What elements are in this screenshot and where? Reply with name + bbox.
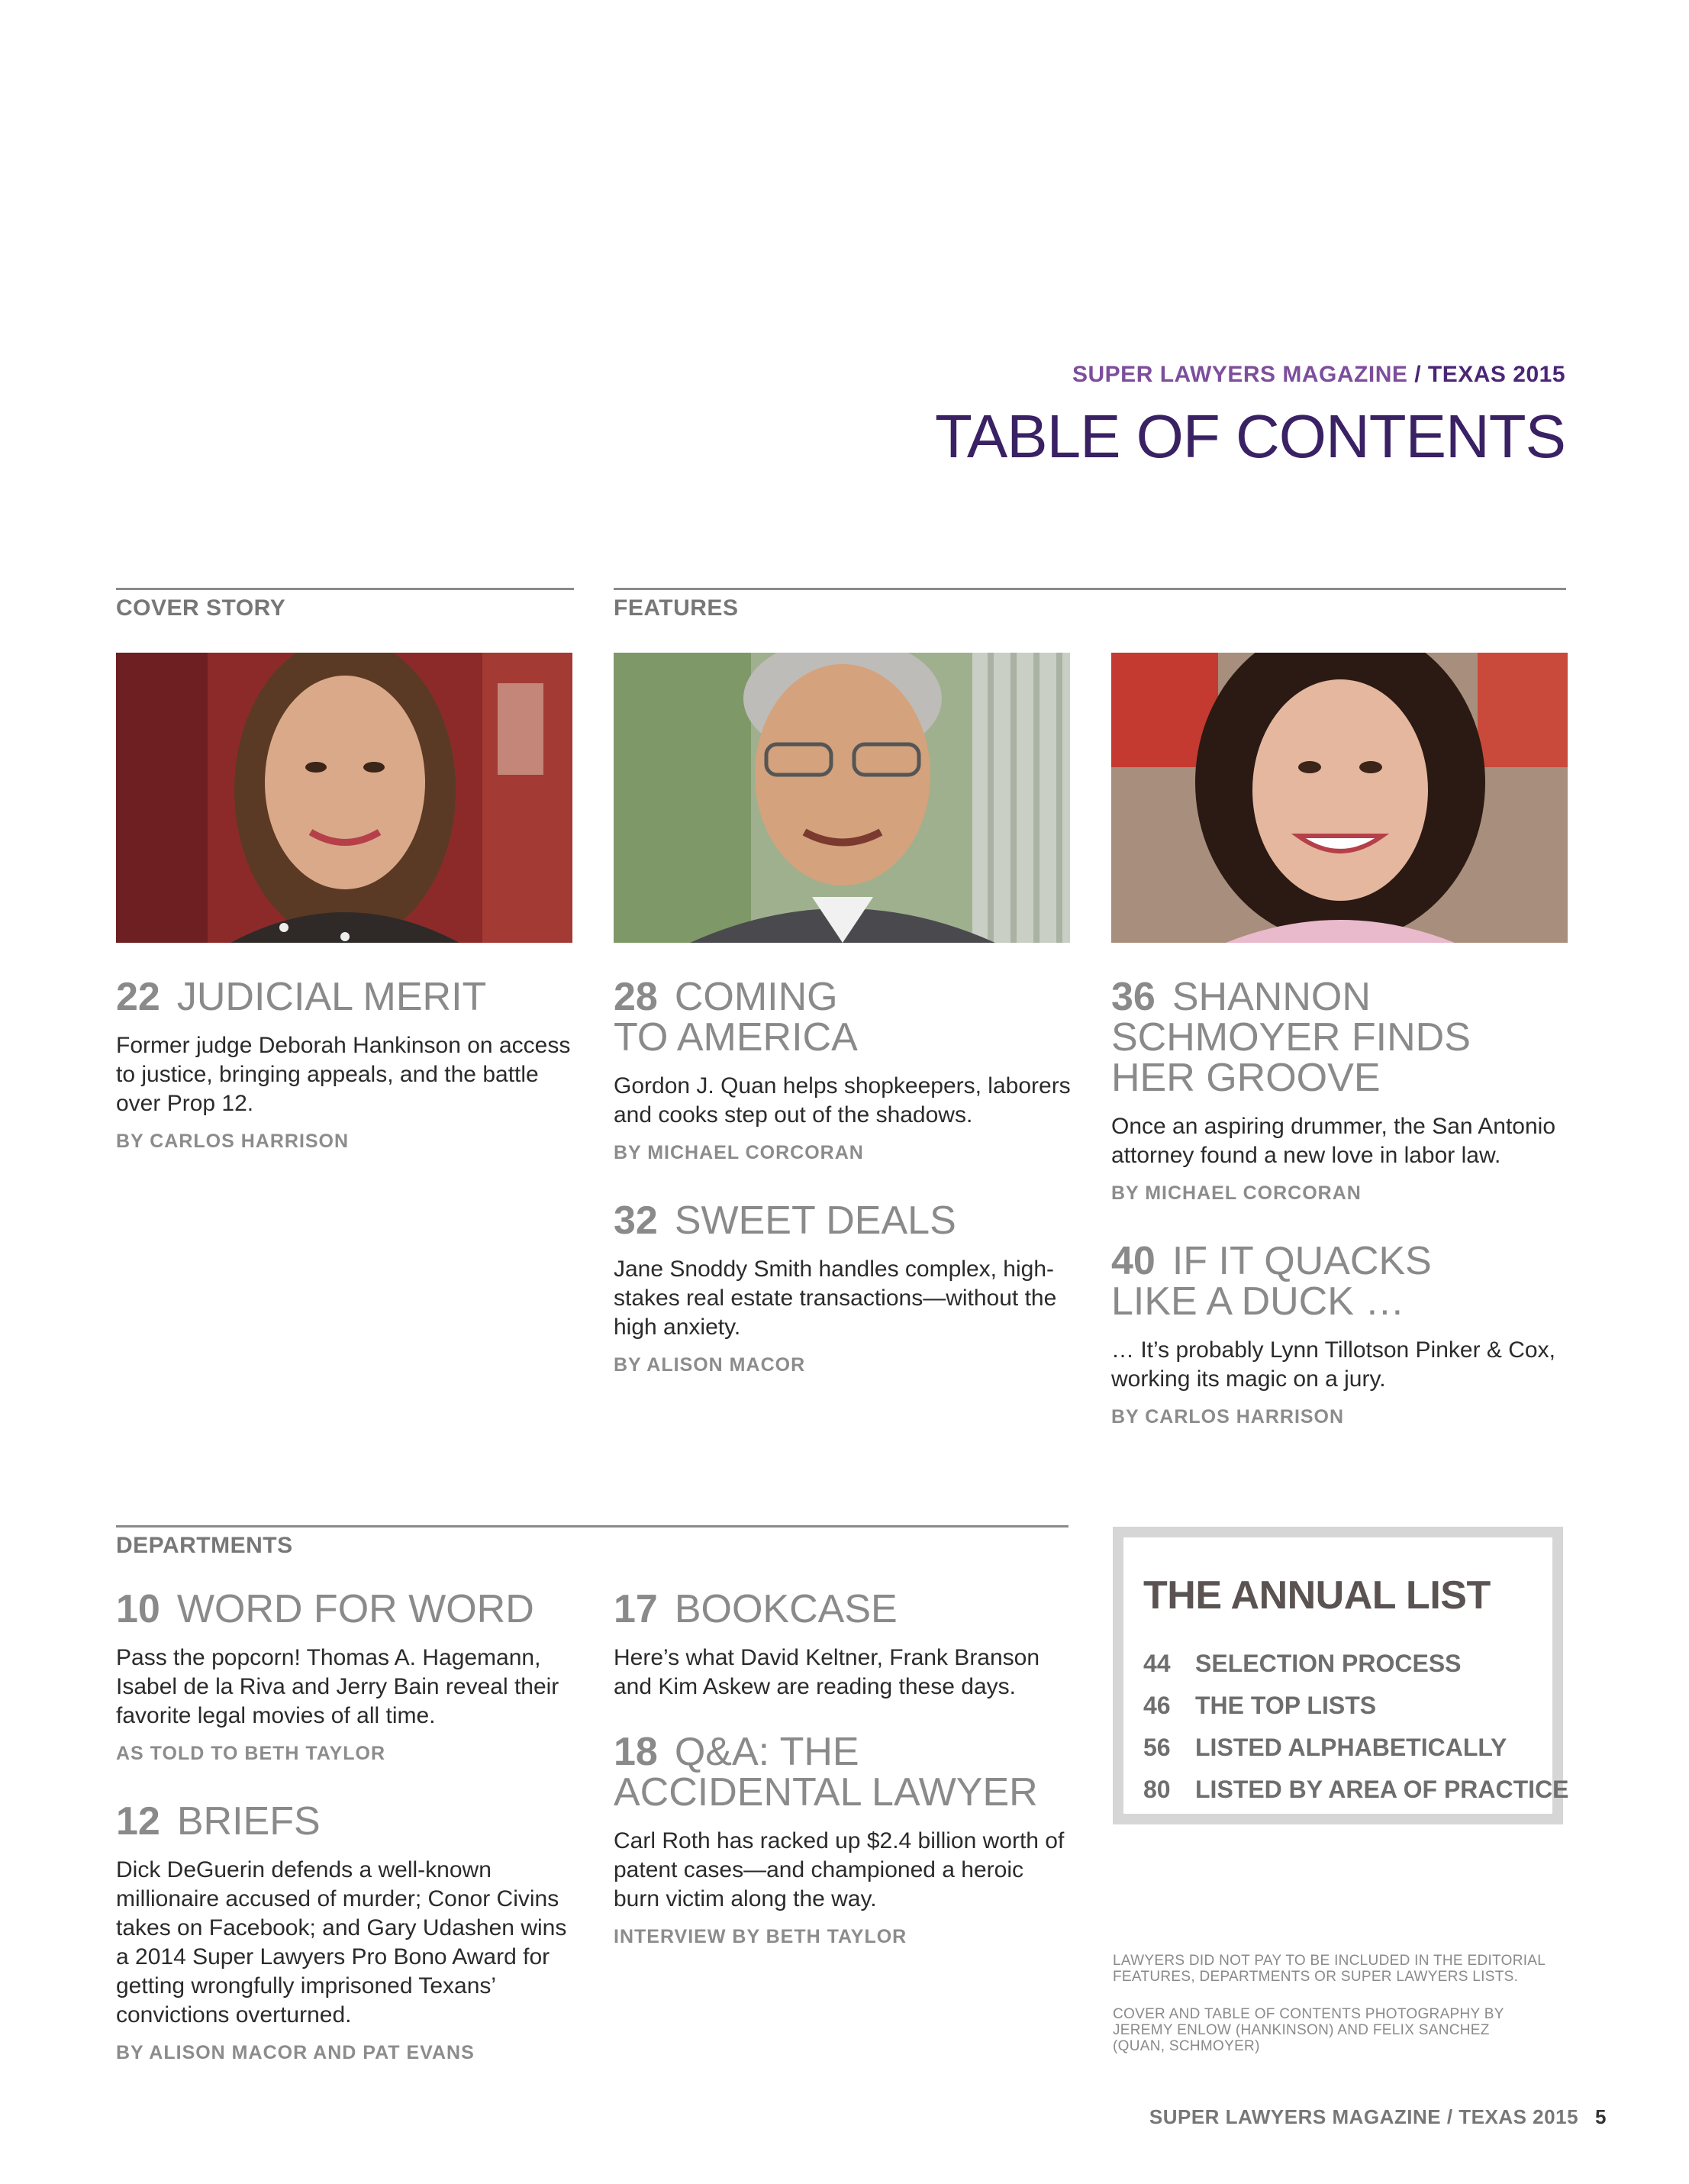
footer-magazine: SUPER LAWYERS MAGAZINE / TEXAS 2015 xyxy=(1149,2105,1579,2128)
article-title[interactable]: 12 BRIEFS xyxy=(116,1799,321,1844)
article-title[interactable]: 28 COMING TO AMERICA xyxy=(614,975,858,1060)
annual-list-item-alphabetically[interactable]: 56 LISTED ALPHABETICALLY xyxy=(1143,1734,1507,1761)
page-number: 22 xyxy=(116,975,160,1019)
feature-article-coming-to-america[interactable] xyxy=(614,977,1072,1164)
features-label: FEATURES xyxy=(614,595,739,621)
article-description: Gordon J. Quan helps shopkeepers, laborers and cooks step out of the shadows. xyxy=(614,1073,1071,1127)
page-footer xyxy=(1149,2105,1607,2129)
article-byline: BY MICHAEL CORCORAN xyxy=(1111,1182,1362,1204)
disclaimer-note: LAWYERS DID NOT PAY TO BE INCLUDED IN THE EDITORIAL FEATURES, DEPARTMENTS OR SUPER LAWYERS LISTS. xyxy=(1113,1953,1546,1985)
article-description: … It’s probably Lynn Tillotson Pinker & Cox, working its magic on a jury. xyxy=(1111,1337,1555,1392)
article-description: Former judge Deborah Hankinson on access to justice, bringing appeals, and the battle over Prop 12. xyxy=(116,1033,571,1116)
cover-story-rule xyxy=(116,588,574,590)
article-description: Carl Roth has racked up $2.4 billion worth of patent cases—and championed a heroic burn victim along the way. xyxy=(614,1828,1065,1911)
annual-list-box xyxy=(1113,1527,1569,1824)
article-byline: BY MICHAEL CORCORAN xyxy=(614,1142,864,1163)
feature-article-sweet-deals[interactable] xyxy=(614,1198,1072,1376)
magazine-name: SUPER LAWYERS MAGAZINE xyxy=(1072,362,1408,387)
departments-column-left xyxy=(116,1589,574,2101)
article-description: Once an aspiring drummer, the San Antonio attorney found a new love in labor law. xyxy=(1111,1114,1556,1168)
feature-article-quacks[interactable] xyxy=(1111,1241,1569,1428)
photo-credit-note: COVER AND TABLE OF CONTENTS PHOTOGRAPHY BY JEREMY ENLOW (HANKINSON) AND FELIX SANCHEZ (QUAN, SCHMOYER) xyxy=(1113,2006,1504,2054)
article-byline: INTERVIEW BY BETH TAYLOR xyxy=(614,1926,907,1947)
annual-list-item-area-of-practice[interactable]: 80 LISTED BY AREA OF PRACTICE xyxy=(1143,1776,1569,1803)
article-description: Pass the popcorn! Thomas A. Hagemann, Isabel de la Riva and Jerry Bain reveal their favorite legal movies of all time. xyxy=(116,1645,559,1728)
department-briefs[interactable] xyxy=(116,1799,574,2064)
hankinson-photo xyxy=(116,653,572,943)
article-title[interactable]: 22 JUDICIAL MERIT xyxy=(116,975,487,1019)
annual-list-title: THE ANNUAL LIST xyxy=(1143,1573,1491,1618)
edition-label: TEXAS 2015 xyxy=(1427,362,1565,387)
schmoyer-photo xyxy=(1111,653,1568,943)
cover-story-article[interactable] xyxy=(116,977,574,1189)
article-byline: BY CARLOS HARRISON xyxy=(116,1131,350,1152)
article-description: Here’s what David Keltner, Frank Branson and Kim Askew are reading these days. xyxy=(614,1645,1040,1699)
article-description: Dick DeGuerin defends a well-known millionaire accused of murder; Conor Civins takes on Facebook; and Gary Udashen wins a 2014 Super Lawyers Pro Bono Award for getting wrongfully imprisoned Texans’ convictions overturned. xyxy=(116,1857,567,2028)
article-description: Jane Snoddy Smith handles complex, high-stakes real estate transactions—without the high anxiety. xyxy=(614,1257,1057,1340)
article-byline: BY ALISON MACOR xyxy=(614,1354,806,1376)
features-column-right xyxy=(1111,977,1569,1465)
article-title[interactable]: 10 WORD FOR WORD xyxy=(116,1587,534,1631)
article-title[interactable]: 40 IF IT QUACKS LIKE A DUCK … xyxy=(1111,1239,1432,1324)
article-title[interactable]: 32 SWEET DEALS xyxy=(614,1198,956,1243)
masthead-separator: / xyxy=(1414,362,1422,387)
feature-article-schmoyer[interactable] xyxy=(1111,977,1569,1205)
page-title: TABLE OF CONTENTS xyxy=(934,402,1565,470)
department-qa-accidental-lawyer[interactable] xyxy=(614,1732,1072,1948)
cover-story-label: COVER STORY xyxy=(116,595,286,621)
article-title[interactable]: 17 BOOKCASE xyxy=(614,1587,898,1631)
footer-page-number: 5 xyxy=(1595,2105,1607,2128)
article-title[interactable]: 36 SHANNON SCHMOYER FINDS HER GROOVE xyxy=(1111,975,1471,1100)
features-rule xyxy=(614,588,1566,590)
features-column-center xyxy=(614,977,1072,1413)
masthead xyxy=(1072,362,1565,388)
quan-photo xyxy=(614,653,1070,943)
annual-list-items xyxy=(1143,1643,1569,1811)
annual-list-item-selection-process[interactable]: 44 SELECTION PROCESS xyxy=(1143,1650,1462,1677)
article-title[interactable]: 18 Q&A: THE ACCIDENTAL LAWYER xyxy=(614,1730,1038,1815)
department-word-for-word[interactable] xyxy=(116,1589,574,1765)
departments-label: DEPARTMENTS xyxy=(116,1533,293,1558)
article-byline: AS TOLD TO BETH TAYLOR xyxy=(116,1743,386,1764)
departments-rule xyxy=(116,1525,1069,1528)
article-byline: BY ALISON MACOR AND PAT EVANS xyxy=(116,2042,475,2063)
department-bookcase[interactable] xyxy=(614,1589,1072,1702)
annual-list-item-top-lists[interactable]: 46 THE TOP LISTS xyxy=(1143,1692,1377,1719)
departments-column-right xyxy=(614,1589,1072,1985)
article-byline: BY CARLOS HARRISON xyxy=(1111,1406,1345,1428)
